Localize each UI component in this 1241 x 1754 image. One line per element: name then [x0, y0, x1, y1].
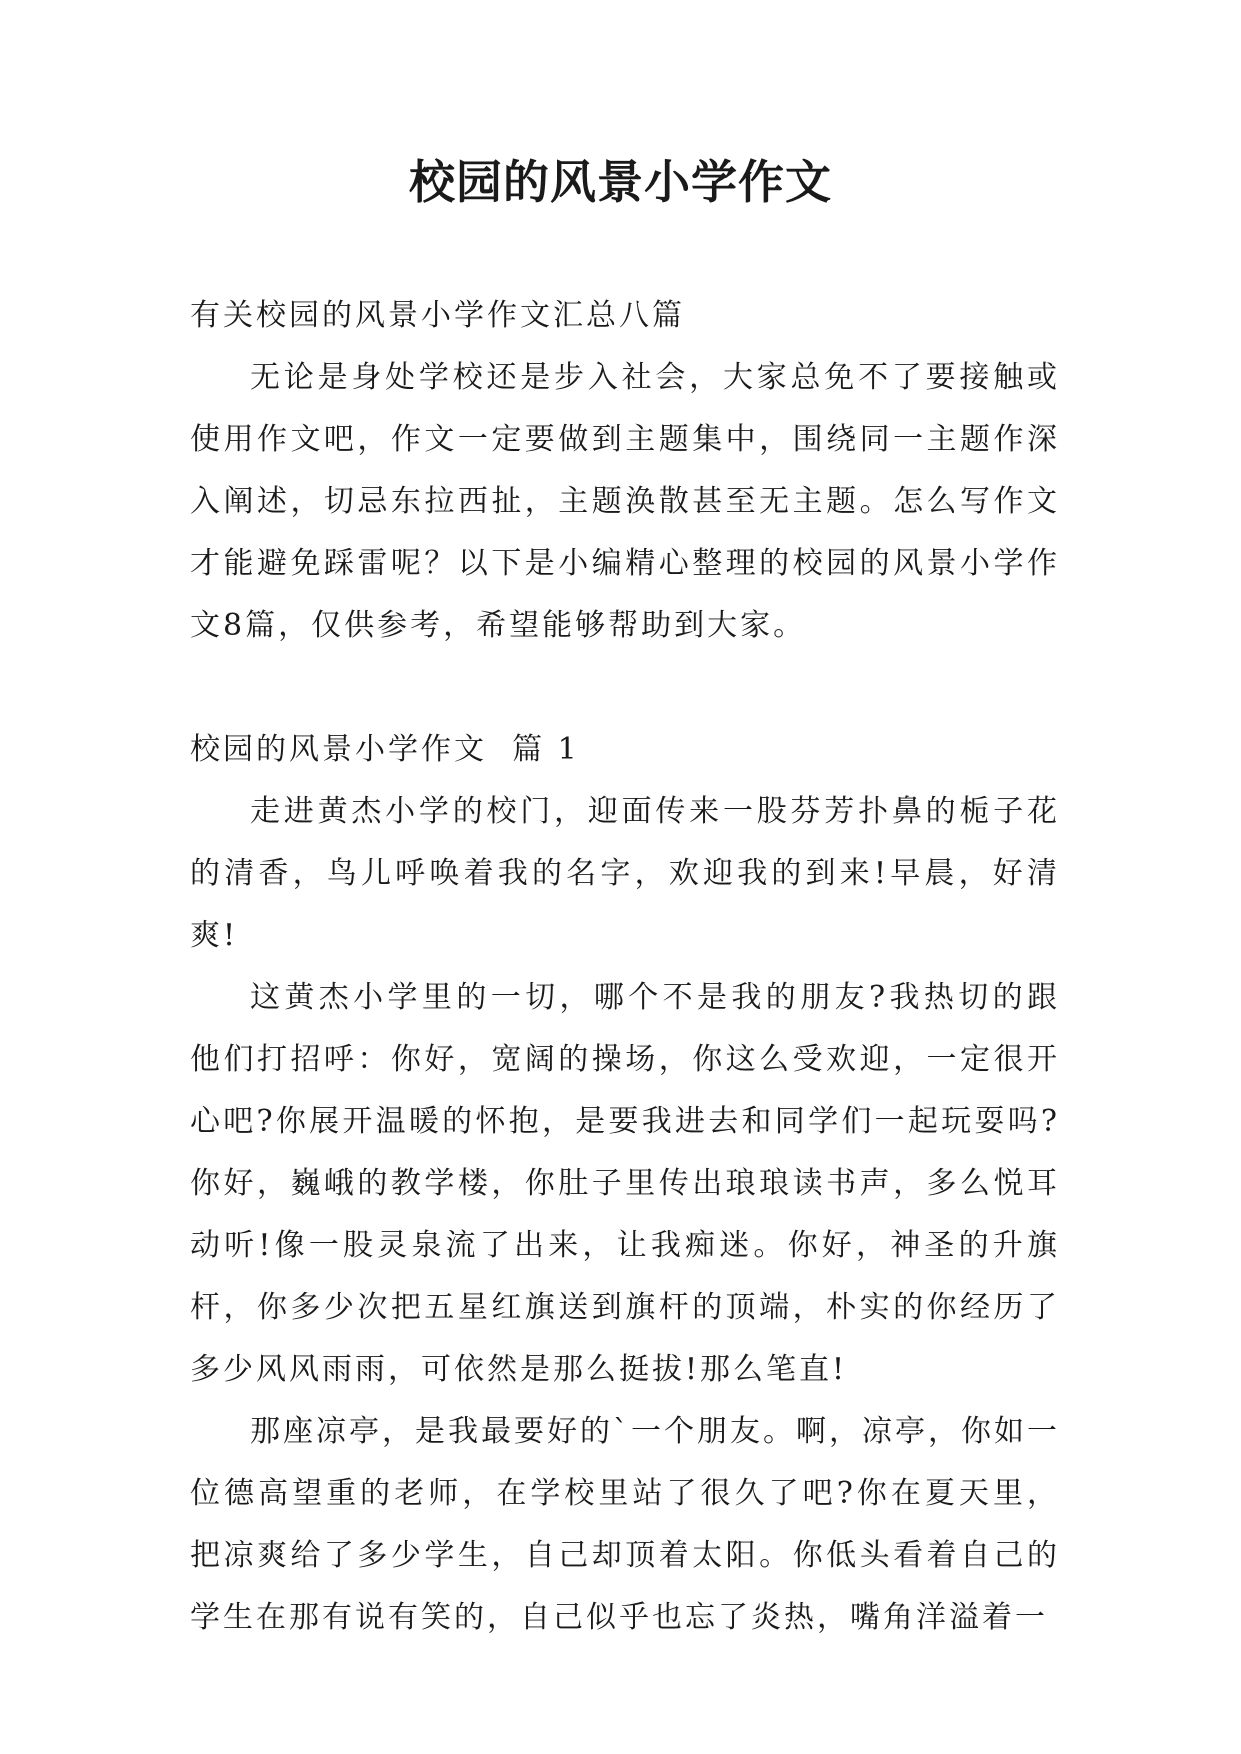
- document-title: 校园的风景小学作文: [409, 155, 832, 209]
- section-paragraph: 这黄杰小学里的一切，哪个不是我的朋友?我热切的跟他们打招呼：你好，宽阔的操场，你这么受欢迎，一定很开心吧?你展开温暖的怀抱，是要我进去和同学们一起玩耍吗?你好，巍峨的教学楼，你肚子里传出琅琅读书声，多么悦耳动听!像一股灵泉流了出来，让我痴迷。你好，神圣的升旗杆，你多少次把五星红旗送到旗杆的顶端，朴实的你经历了多少风风雨雨，可依然是那么挺拔!那么笔直!: [190, 980, 1060, 1387]
- section-spacer: [190, 657, 1060, 719]
- section-paragraph: 那座凉亭，是我最要好的`一个朋友。啊，凉亭，你如一位德高望重的老师，在学校里站了很久了吧?你在夏天里，把凉爽给了多少学生，自己却顶着太阳。你低头看着自己的学生在那有说有笑的，自己似乎也忘了炎热，嘴角洋溢着一: [190, 1414, 1060, 1635]
- document-subtitle: 有关校园的风景小学作文汇总八篇: [190, 298, 685, 333]
- section-paragraph: 走进黄杰小学的校门，迎面传来一股芬芳扑鼻的栀子花的清香，鸟儿呼唤着我的名字，欢迎我的到来!早晨，好清爽!: [190, 794, 1060, 953]
- intro-paragraph: 无论是身处学校还是步入社会，大家总免不了要接触或使用作文吧，作文一定要做到主题集中，围绕同一主题作深入阐述，切忌东拉西扯，主题涣散甚至无主题。怎么写作文才能避免踩雷呢？以下是小编精心整理的校园的风景小学作文8篇，仅供参考，希望能够帮助到大家。: [190, 360, 1060, 643]
- document-body: [190, 285, 1060, 1649]
- section-heading: 校园的风景小学作文 篇 1: [190, 732, 580, 767]
